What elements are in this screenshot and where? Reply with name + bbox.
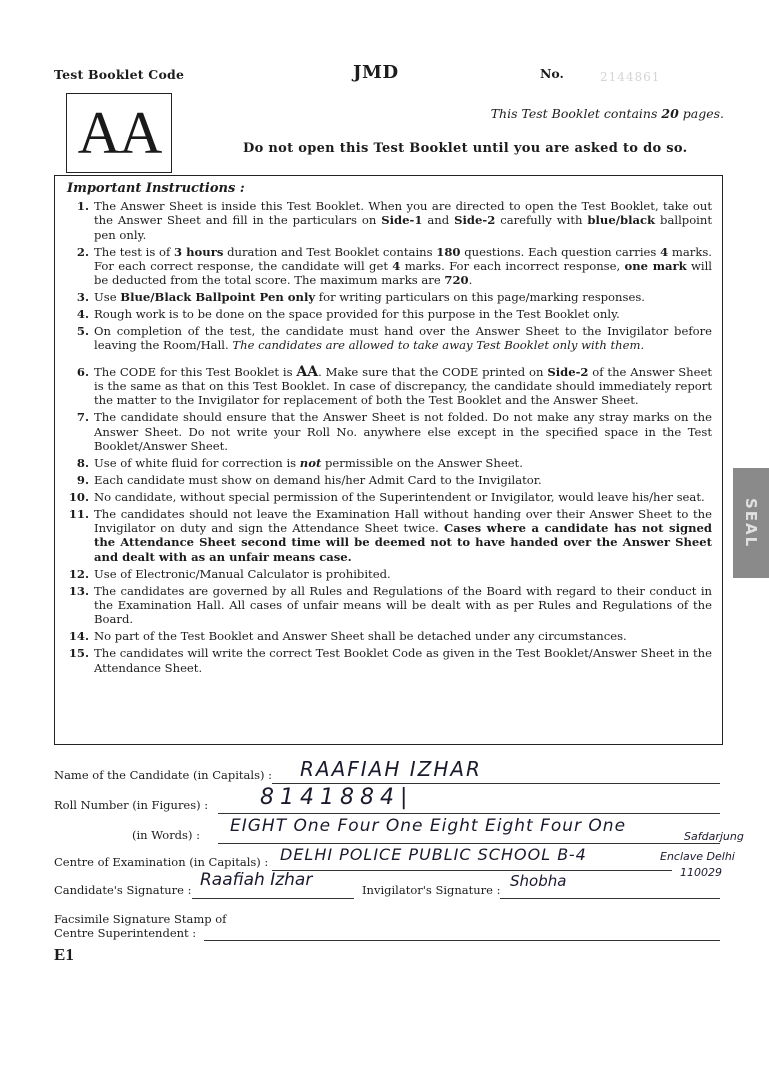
candidate-name-line bbox=[272, 783, 720, 784]
instruction-item bbox=[67, 365, 712, 408]
roll-number-line bbox=[218, 813, 720, 814]
instruction-number: 2. bbox=[76, 244, 89, 259]
invigilator-signature-label: Invigilator's Signature : bbox=[362, 883, 501, 897]
instruction-number: 3. bbox=[76, 290, 89, 305]
instruction-item bbox=[67, 629, 712, 643]
candidate-signature-value[interactable]: Raafiah Izhar bbox=[200, 870, 313, 890]
booklet-number-label: No. bbox=[540, 66, 564, 81]
instruction-text: The test is of 3 hours duration and Test Booklet contains 180 questions. Each question carries 4 marks. For each correct response, the candidate will get 4 marks. For each incorrect response, one mark will be deducted from the total score. The maximum marks are 720. bbox=[94, 244, 712, 288]
instruction-text: Use Blue/Black Ballpoint Pen only for writing particulars on this page/marking responses. bbox=[94, 290, 645, 305]
instructions-title: Important Instructions : bbox=[67, 181, 245, 196]
instruction-text: The CODE for this Test Booklet is AA. Make sure that the CODE printed on Side-2 of the Answer Sheet is the same as that on this Test Booklet. In case of discrepancy, the candidate should immediately report the matter to the Invigilator for replacement of both the Test Booklet and the Answer Sheet. bbox=[94, 363, 712, 408]
seal-label: SEAL bbox=[742, 497, 760, 549]
instruction-item bbox=[67, 245, 712, 288]
centre-line bbox=[272, 870, 672, 871]
instruction-number: 6. bbox=[76, 364, 89, 379]
instruction-item bbox=[67, 324, 712, 353]
instruction-text: Use of white fluid for correction is not permissible on the Answer Sheet. bbox=[94, 455, 523, 470]
instruction-text: The candidate should ensure that the Answer Sheet is not folded. Do not make any stray marks on the Answer Sheet. Do not write your Roll No. anywhere else except in the specified space in the Test Booklet/Answer Sheet. bbox=[94, 410, 712, 453]
instruction-item bbox=[67, 307, 712, 321]
instruction-text: No part of the Test Booklet and Answer Sheet shall be detached under any circumstances. bbox=[94, 629, 627, 644]
instruction-text: The candidates will write the correct Test Booklet Code as given in the Test Booklet/Answer Sheet in the Attendance Sheet. bbox=[94, 646, 712, 675]
paper-code: JMD bbox=[353, 62, 399, 83]
instruction-number: 13. bbox=[68, 583, 89, 598]
instructions-list bbox=[67, 199, 712, 675]
roll-words-label: (in Words) : bbox=[132, 828, 200, 842]
centre-extra-2: Enclave Delhi bbox=[660, 850, 735, 863]
facsimile-label-1: Facsimile Signature Stamp of bbox=[54, 912, 227, 926]
facsimile-line bbox=[204, 940, 720, 941]
page-count-note: This Test Booklet contains 20 pages. bbox=[490, 106, 724, 121]
roll-words-line bbox=[218, 843, 720, 844]
facsimile-label-2: Centre Superintendent : bbox=[54, 926, 197, 940]
instruction-item bbox=[67, 410, 712, 453]
do-not-open-warning: Do not open this Test Booklet until you are asked to do so. bbox=[243, 141, 688, 156]
instruction-text: Rough work is to be done on the space provided for this purpose in the Test Booklet only. bbox=[94, 307, 620, 322]
instruction-number: 7. bbox=[76, 410, 89, 425]
instruction-number: 8. bbox=[76, 455, 89, 470]
instruction-number: 11. bbox=[68, 506, 89, 521]
instruction-number: 12. bbox=[68, 566, 89, 581]
instruction-text: The candidates are governed by all Rules and Regulations of the Board with regard to their conduct in the Examination Hall. All cases of unfair means will be dealt with as per Rules and Regulations of the Board. bbox=[94, 583, 712, 627]
centre-extra-1: Safdarjung bbox=[684, 830, 744, 843]
instruction-text: On completion of the test, the candidate must hand over the Answer Sheet to the Invigilator before leaving the Room/Hall. The candidates are allowed to take away Test Booklet only with them. bbox=[94, 324, 712, 353]
instruction-text: Use of Electronic/Manual Calculator is prohibited. bbox=[94, 566, 391, 581]
instruction-number: 10. bbox=[68, 489, 89, 504]
centre-label: Centre of Examination (in Capitals) : bbox=[54, 855, 269, 869]
booklet-number-value: 2144861 bbox=[600, 70, 661, 84]
instruction-number: 4. bbox=[76, 307, 89, 322]
invigilator-signature-line bbox=[500, 898, 720, 899]
seal-tab bbox=[733, 468, 769, 578]
instruction-item bbox=[67, 507, 712, 564]
booklet-code-box bbox=[66, 93, 172, 173]
candidate-signature-label: Candidate's Signature : bbox=[54, 883, 192, 897]
centre-value[interactable]: DELHI POLICE PUBLIC SCHOOL B-4 bbox=[280, 845, 587, 864]
roll-number-value[interactable]: 8141884| bbox=[260, 785, 414, 810]
instruction-item bbox=[67, 646, 712, 675]
instruction-item bbox=[67, 456, 712, 470]
candidate-name-label: Name of the Candidate (in Capitals) : bbox=[54, 768, 273, 782]
centre-extra-3: 110029 bbox=[680, 866, 722, 879]
instruction-text: Each candidate must show on demand his/her Admit Card to the Invigilator. bbox=[94, 472, 542, 487]
roll-words-value[interactable]: EIGHT One Four One Eight Eight Four One bbox=[230, 816, 627, 836]
instruction-number: 1. bbox=[76, 199, 89, 213]
instructions-box bbox=[54, 175, 723, 745]
instruction-number: 5. bbox=[76, 324, 89, 339]
instruction-text: No candidate, without special permission of the Superintendent or Invigilator, would leave his/her seat. bbox=[94, 489, 705, 504]
candidate-name-value[interactable]: RAAFIAH IZHAR bbox=[300, 757, 482, 781]
instruction-text: The Answer Sheet is inside this Test Booklet. When you are directed to open the Test Booklet, take out the Answer Sheet and fill in the particulars on Side-1 and Side-2 carefully with blue/black ballpoint pen only. bbox=[94, 199, 713, 242]
candidate-signature-line bbox=[192, 898, 354, 899]
instruction-item bbox=[67, 290, 712, 304]
instruction-text: The candidates should not leave the Examination Hall without handing over their Answer Sheet to the Invigilator on duty and sign the Attendance Sheet twice. Cases where a candidate has not signed the Attendance Sheet second time will be deemed not to have handed over the Answer Sheet and dealt with as an unfair means case. bbox=[94, 506, 712, 564]
invigilator-signature-value[interactable]: Shobha bbox=[510, 872, 567, 890]
instruction-number: 9. bbox=[76, 472, 89, 487]
test-booklet-code-label: Test Booklet Code bbox=[54, 67, 185, 82]
instruction-number: 14. bbox=[68, 629, 89, 644]
instruction-item bbox=[67, 567, 712, 581]
booklet-code: AA bbox=[77, 99, 161, 166]
instruction-item bbox=[67, 473, 712, 487]
instruction-item bbox=[67, 199, 712, 242]
roll-number-label: Roll Number (in Figures) : bbox=[54, 798, 209, 812]
instruction-item bbox=[67, 584, 712, 627]
set-code: E1 bbox=[54, 945, 74, 964]
instruction-item bbox=[67, 490, 712, 504]
instruction-number: 15. bbox=[68, 646, 89, 661]
